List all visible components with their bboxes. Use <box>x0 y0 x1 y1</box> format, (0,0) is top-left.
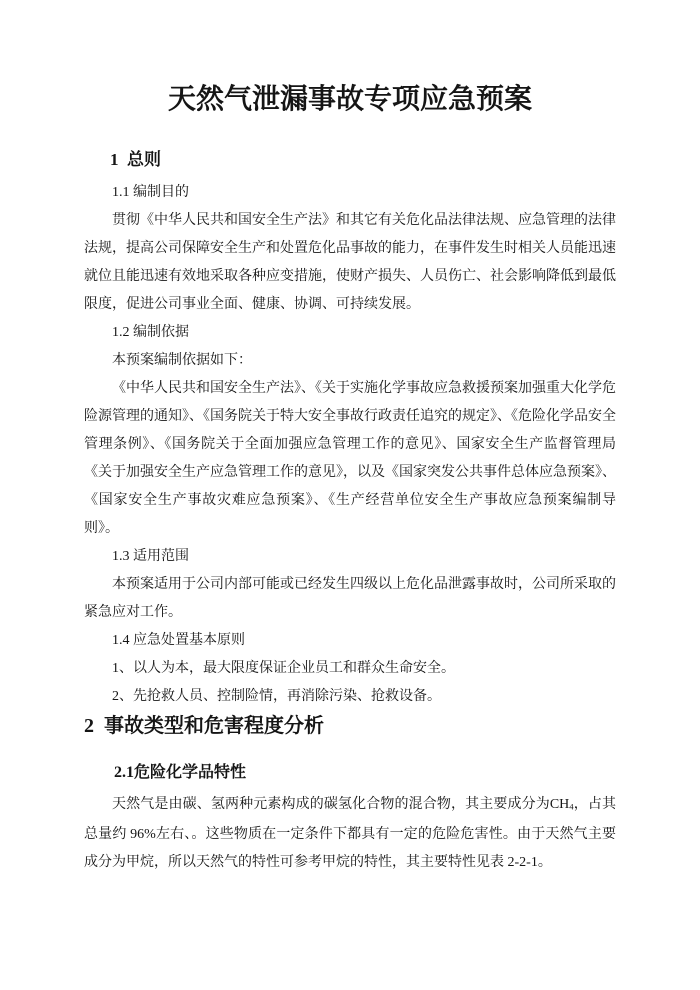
ch4-subscript: 4 <box>569 801 574 812</box>
section-1-3-heading: 1.3 适用范围 <box>112 549 189 564</box>
section-2-1-heading: 2.1危险化学品特性 <box>114 764 247 781</box>
principle-item-2: 2、先抢救人员、控制险情，再消除污染、抢救设备。 <box>112 689 441 704</box>
section-1-3-paragraph: 本预案适用于公司内部可能或已经发生四级以上危化品泄露事故时，公司所采取的紧急应对工作。 <box>84 577 616 620</box>
principle-item-1: 1、以人为本，最大限度保证企业员工和群众生命安全。 <box>112 661 455 676</box>
document-title: 天然气泄漏事故专项应急预案 <box>167 84 532 115</box>
section-1-1-heading: 1.1 编制目的 <box>112 185 189 200</box>
paragraph-text-pre: 天然气是由碳、氢两种元素构成的碳氢化合物的混合物，其主要成分为CH <box>112 797 570 812</box>
section-1-1-paragraph: 贯彻《中华人民共和国安全生产法》和其它有关危化品法律法规、应急管理的法律法规，提高公司保障安全生产和处置危化品事故的能力，在事件发生时相关人员能迅速就位且能迅速有效地采取各种应变措施，使财产损失、人员伤亡、社会影响降低到最低限度，促进公司事业全面、健康、协调、可持续发展。 <box>84 213 616 312</box>
section-1-heading: 1 总则 <box>110 150 161 169</box>
paragraph-text-post: ，占其总量约 96%左右、。这些物质在一定条件下都具有一定的危险危害性。由于天然气主要成分为甲烷，所以天然气的特性可参考甲烷的特性，其主要特性见表 2-2-1。 <box>84 797 616 870</box>
section-1-2-heading: 1.2 编制依据 <box>112 325 189 340</box>
section-2-1-paragraph <box>84 791 616 877</box>
section-1-2-intro: 本预案编制依据如下： <box>112 353 252 368</box>
section-2-heading: 2 事故类型和危害程度分析 <box>84 715 324 737</box>
section-1-2-paragraph: 《中华人民共和国安全生产法》、《关于实施化学事故应急救援预案加强重大化学危险源管理的通知》、《国务院关于特大安全事故行政责任追究的规定》、《危险化学品安全管理条例》、《国务院关于全面加强应急管理工作的意见》、国家安全生产监督管理局《关于加强安全生产应急管理工作的意见》，以及《国家突发公共事件总体应急预案》、《国家安全生产事故灾难应急预案》、《生产经营单位安全生产事故应急预案编制导则》。 <box>84 381 616 536</box>
section-1-4-heading: 1.4 应急处置基本原则 <box>112 633 245 648</box>
